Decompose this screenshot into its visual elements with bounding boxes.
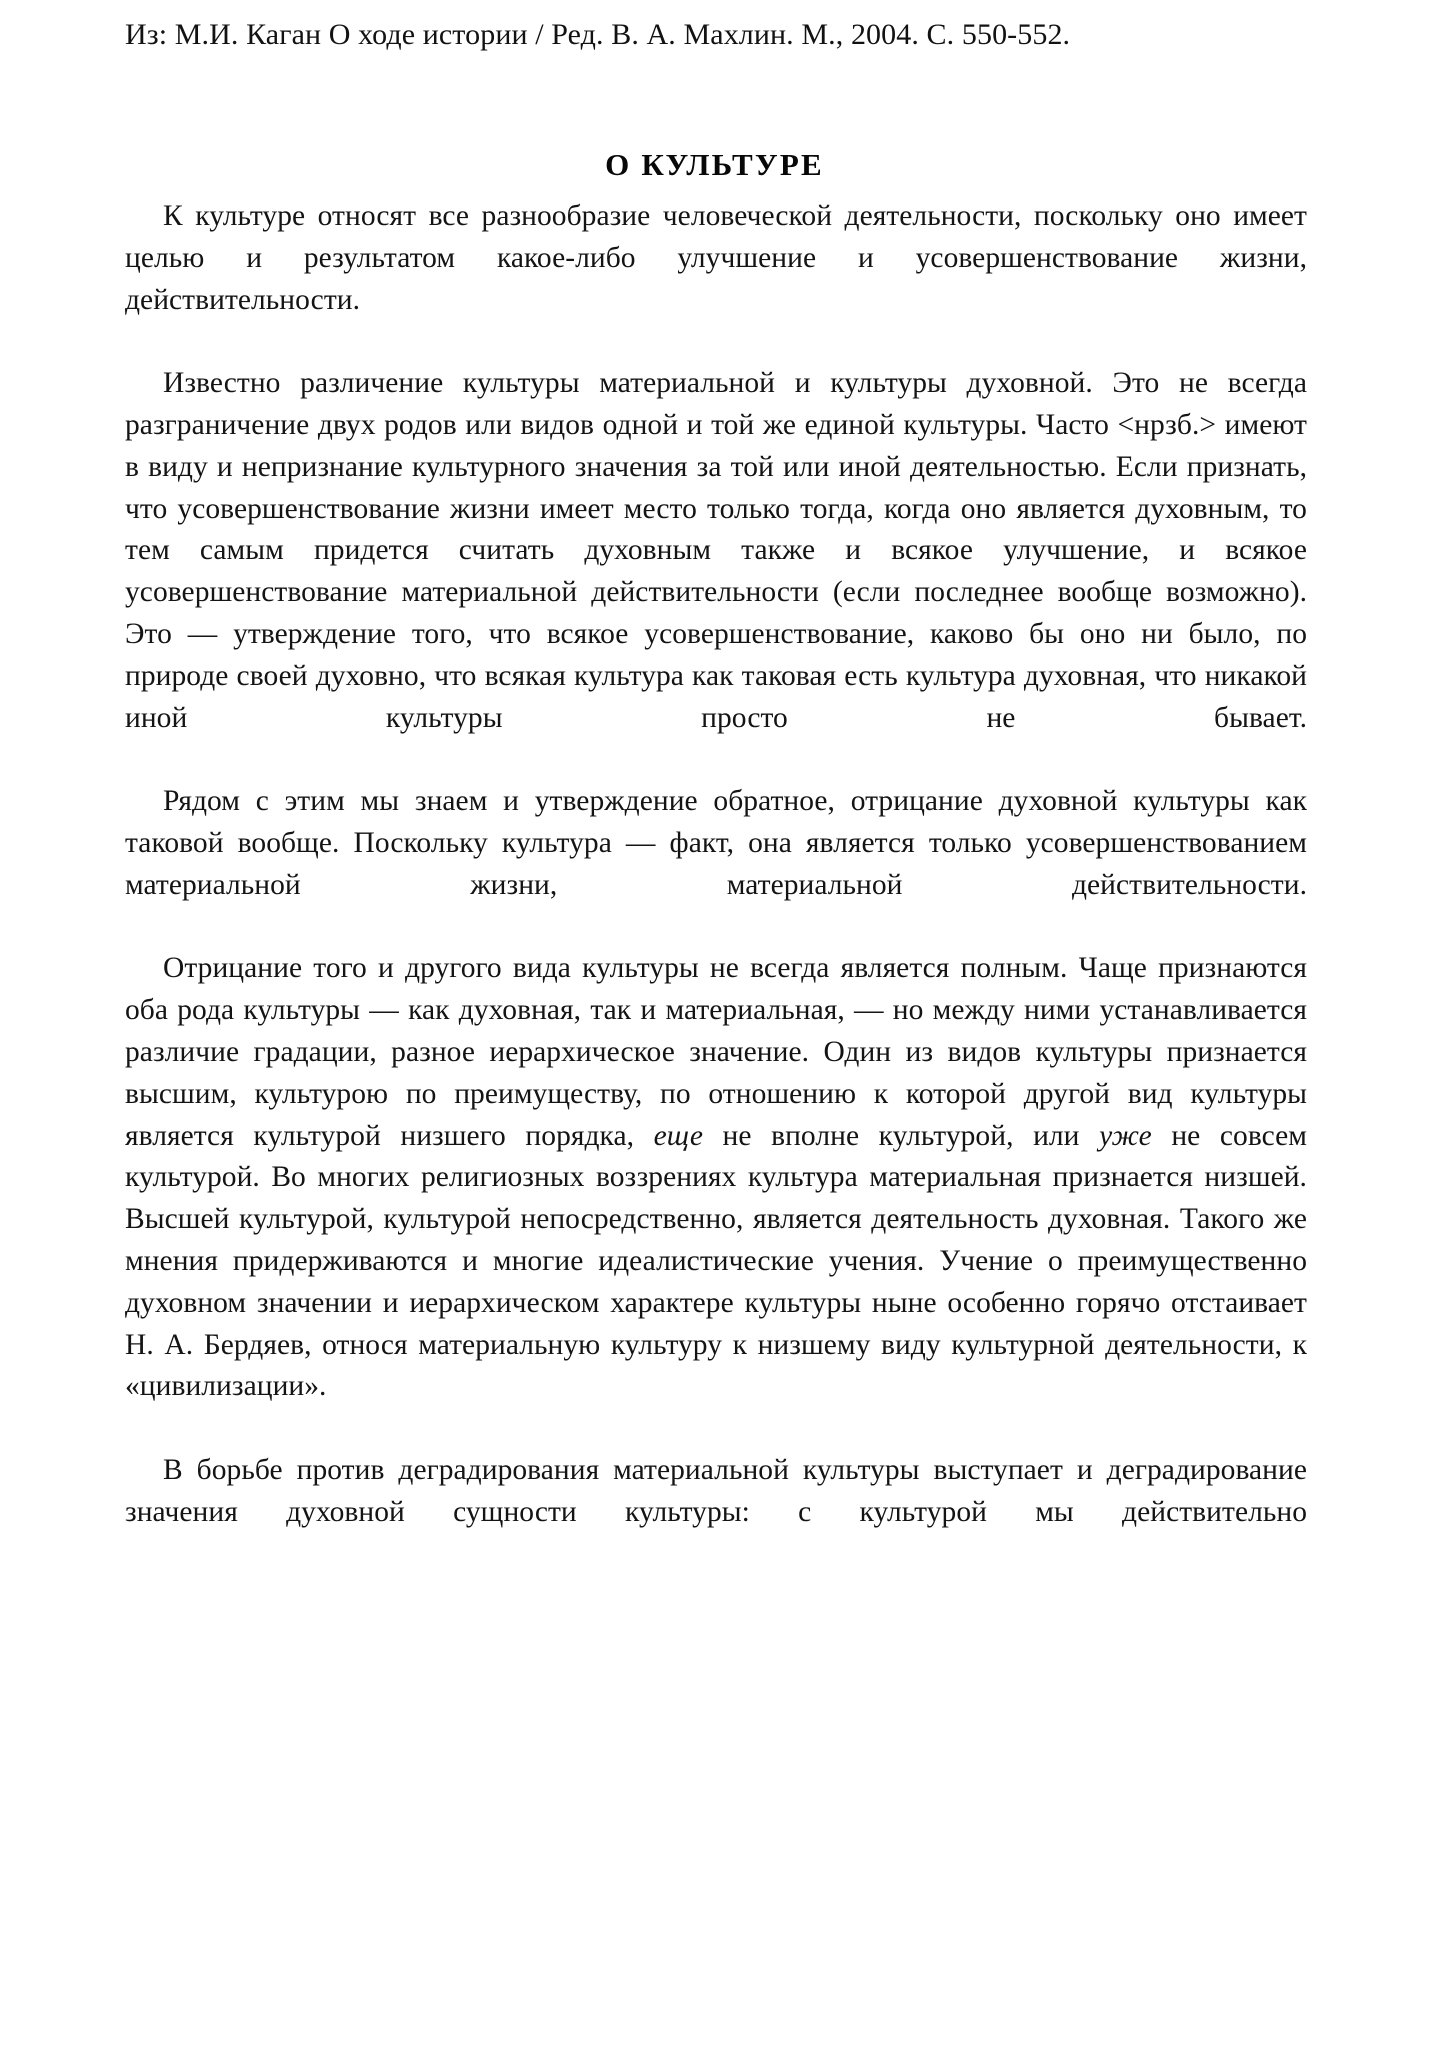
- paragraph-4: [125, 948, 1307, 1450]
- paragraph-4-emphasis-eshche: еще: [653, 1119, 703, 1152]
- paragraph-4-segment-3: не совсем культурой. Во многих религиозных воззрениях культура материальная признается низшей. Высшей культурой, культурой непосредственно, является деятельность духовная. Такого же мнения придерживаются и многие идеалистические учения. Учение о преимущественно духовном значении и иерархическом характере культуры ныне особенно горячо отстаивает Н. А. Бердяев, относя материальную культуру к низшему виду культурной деятельности, к «цивилизации».: [125, 1119, 1307, 1403]
- paragraph-2-text: Известно различение культуры материальной и культуры духовной. Это не всегда разграничение двух родов или видов одной и той же единой культуры. Часто <нрзб.> имеют в виду и непризнание культурного значения за той или иной деятельностью. Если признать, что усовершенствование жизни имеет место только тогда, когда оно является духовным, то тем самым придется считать духовным также и всякое улучшение, и всякое усовершенствование материальной действительности (если последнее вообще возможно). Это — утверждение того, что всякое усовершенствование, каково бы оно ни было, по природе своей духовно, что всякая культура как таковая есть культура духовная, что никакой иной культуры просто не бывает.: [125, 367, 1307, 734]
- paragraph-1-text: К культуре относят все разнообразие человеческой деятельности, поскольку оно имеет целью и результатом какое-либо улучшение и усовершенствование жизни, действительности.: [125, 200, 1307, 316]
- paragraph-4-segment-2: не вполне культурой, или: [702, 1119, 1100, 1152]
- paragraph-2: [125, 363, 1307, 781]
- paragraph-3: [125, 781, 1307, 948]
- paragraph-5: [125, 1450, 1307, 1575]
- paragraph-5-text: В борьбе против деградирования материальной культуры выступает и деградирование значения духовной сущности культуры: с культурой мы действительно: [125, 1453, 1307, 1528]
- paragraph-1: [125, 196, 1307, 363]
- paragraph-3-text: Рядом с этим мы знаем и утверждение обратное, отрицание духовной культуры как таковой вообще. Поскольку культура — факт, она является только усовершенствованием материальной жизни, материальной действительности.: [125, 785, 1307, 901]
- page-title: О КУЛЬТУРЕ: [605, 146, 824, 182]
- body-text-column: [125, 196, 1307, 1575]
- paragraph-4-segment-1: Отрицание того и другого вида культуры не всегда является полным. Чаще признаются оба рода культуры — как духовная, так и материальная, — но между ними устанавливается различие градации, разное иерархическое значение. Один из видов культуры признается высшим, культурою по преимуществу, по отношению к которой другой вид культуры является культурой низшего порядка,: [125, 952, 1307, 1152]
- paragraph-4-emphasis-uzhe: уже: [1099, 1119, 1152, 1152]
- source-citation-line: Из: М.И. Каган О ходе истории / Ред. В. А. Махлин. М., 2004. С. 550-552.: [125, 18, 1071, 51]
